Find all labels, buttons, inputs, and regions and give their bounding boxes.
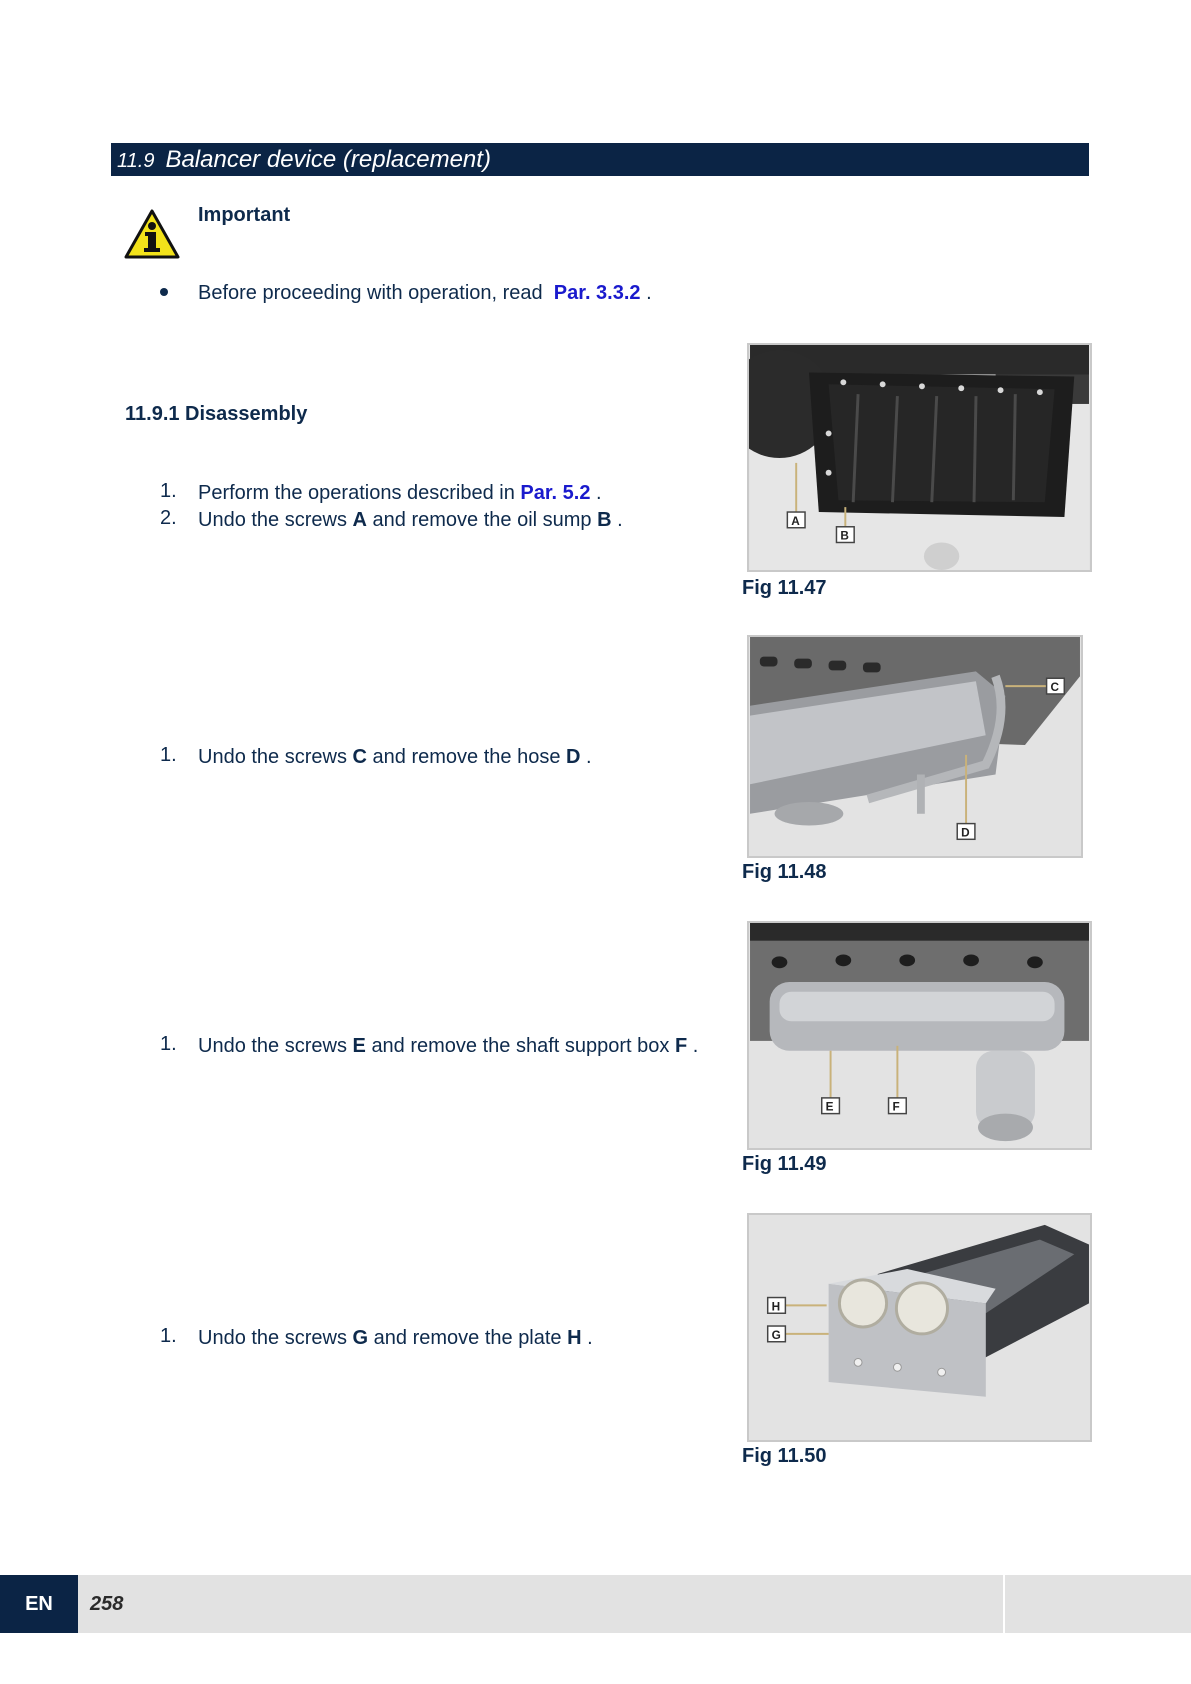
important-heading: Important [198,204,291,226]
figure-plate [747,1213,1092,1442]
figure-shaft-support-box [747,921,1092,1150]
figure-label: A [791,514,800,528]
important-note-text: Before proceeding with operation, read [198,282,543,304]
step-tail: . [617,509,623,531]
figure-caption: Fig 11.47 [742,577,827,599]
step-text: and remove the hose [372,746,561,768]
step-tail: . [586,746,592,768]
warning-info-icon [124,209,180,259]
important-note [198,281,652,305]
figure-label: E [825,1100,834,1114]
part-label: D [566,746,581,768]
figure-oil-sump [747,343,1092,572]
step-tail: . [692,1035,699,1057]
part-label: A [352,509,367,531]
figure-hose [747,635,1083,858]
part-label: C [352,746,367,768]
step-remove-oil-sump [198,508,623,532]
step-text: Undo the screws [198,1035,347,1057]
figure-label: H [771,1300,781,1314]
section-header [111,143,1089,176]
step-text: and remove the shaft support box [371,1035,670,1057]
step-text: Perform the operations described in [198,482,515,504]
step-text: and remove the plate [373,1327,562,1349]
footer-divider [1003,1575,1005,1633]
page-number: 258 [90,1593,124,1615]
step-number: 1. [160,1325,177,1347]
subsection-title: 11.9.1 Disassembly [125,403,308,425]
step-number: 2. [160,507,177,529]
step-remove-plate [198,1326,593,1350]
step-number: 1. [160,1033,177,1055]
step-remove-hose [198,745,592,769]
step-number: 1. [160,744,177,766]
step-text: Undo the screws [198,1327,347,1349]
figure-caption: Fig 11.48 [742,861,827,883]
figure-label: B [840,529,849,543]
figure-label: D [961,826,970,840]
step-text: Undo the screws [198,746,347,768]
footer-language: EN [0,1575,78,1633]
step-text: Undo the screws [198,509,347,531]
part-label: B [597,509,612,531]
par-5-2-link[interactable]: Par. 5.2 [520,482,591,504]
section-number: 11.9 [117,150,155,172]
important-note-tail: . [646,282,652,304]
section-title: Balancer device (replacement) [165,146,491,173]
part-label: G [352,1327,369,1349]
figure-label: F [892,1100,900,1114]
step-text: and remove the oil sump [372,509,592,531]
step-perform-operations [198,481,602,505]
figure-caption: Fig 11.50 [742,1445,827,1467]
part-label: H [567,1327,582,1349]
figure-label: C [1050,681,1060,695]
part-label: E [352,1035,366,1057]
part-label: F [674,1035,688,1057]
footer-bar [0,1575,1191,1633]
figure-label: G [771,1328,781,1342]
step-number: 1. [160,480,177,502]
step-tail: . [587,1327,593,1349]
step-remove-shaft-support-box [198,1034,698,1058]
step-tail: . [596,482,602,504]
figure-caption: Fig 11.49 [742,1153,827,1175]
par-3-3-2-link[interactable]: Par. 3.3.2 [553,282,641,304]
bullet-icon [160,288,168,296]
